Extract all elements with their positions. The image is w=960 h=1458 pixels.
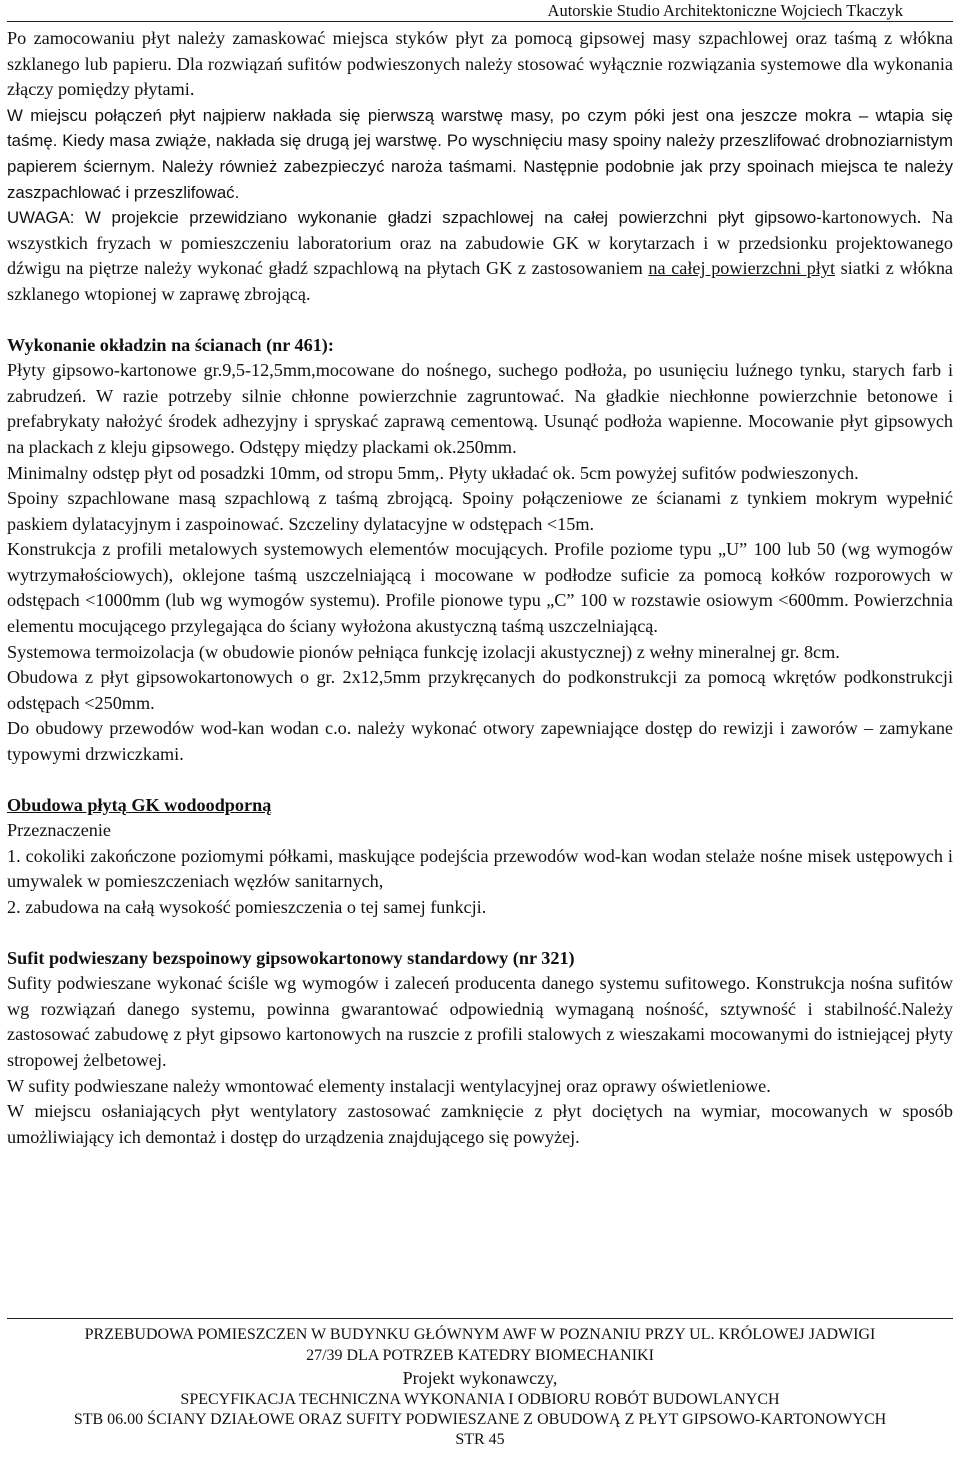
footer-project-title-cont: 27/39 DLA POTRZEB KATEDRY BIOMECHANIKI: [306, 1347, 654, 1364]
footer-project-type: Projekt wykonawczy,: [402, 1368, 558, 1388]
note-label-text: UWAGA: W projekcie przewidziano wykonanie gładzi szpachlowej na całej powierzchni płyt gipsowo-: [7, 208, 822, 228]
paragraph-cladding-3: Spoiny szpachlowane masą szpachlową z taśmą zbrojącą. Spoiny połączeniowe ze ścianami z tynkiem mokrym wypełnić paskiem dylatacyjnym i zaspoinować. Szczeliny dylatacyjne w odstępach <15m.: [7, 488, 953, 534]
header-divider: [7, 21, 953, 22]
section-heading-cladding: Wykonanie okładzin na ścianach (nr 461):: [7, 334, 334, 355]
section-heading-ceiling: Sufit podwieszany bezspoinowy gipsowokartonowy standardowy (nr 321): [7, 947, 575, 968]
section-spacer: [7, 768, 953, 793]
section-heading-gk: Obudowa płytą GK wodoodporną: [7, 794, 272, 815]
section-spacer: [7, 921, 953, 946]
document-body: [7, 26, 953, 1150]
paragraph-ceiling-1: Sufity podwieszane wykonać ściśle wg wymogów i zaleceń producenta danego systemu sufitowego. Konstrukcja nośna sufitów wg rozwiązań danego systemu, powinna gwarantować odpowiednią wymaganą nośność, sztywność i stabilność.Należy zastosować zabudowę z płyt gipsowo kartonowych na ruszcie z profili stalowych z wieszakami mocowanymi do istniejącej płyty stropowej żelbetowej.: [7, 973, 953, 1070]
paragraph-note: [7, 205, 953, 307]
page-footer: [0, 1324, 960, 1450]
note-text-a: kartonowych. Na wszystkich fryzach w pomieszczeniu laboratorium oraz na zabudowie GK w korytarzach i w przedsionku projektowanego dźwigu na piętrze należy wykonać gładź szpachlową na płytach GK z zastosowaniem: [7, 207, 953, 279]
paragraph-ceiling-2: W sufity podwieszane należy wmontować elementy instalacji wentylacyjnej oraz oprawy oświetleniowe.: [7, 1075, 771, 1096]
subheading-purpose: Przeznaczenie: [7, 820, 111, 841]
paragraph-cladding-5: Systemowa termoizolacja (w obudowie pionów pełniąca funkcję izolacji akustycznej) z wełny mineralnej gr. 8cm.: [7, 641, 840, 662]
paragraph-cladding-6: Obudowa z płyt gipsowokartonowych o gr. 2x12,5mm przykręcanych do podkonstrukcji za pomocą wkrętów podkonstrukcji odstępach <250mm.: [7, 667, 953, 713]
footer-divider: [7, 1318, 953, 1319]
paragraph-joint-procedure: W miejscu połączeń płyt najpierw nakłada się pierwszą warstwę masy, po czym póki jest ona jeszcze mokra – wtapia się taśmę. Kiedy masa zwiąże, nakłada się drugą jej warstwę. Po wyschnięciu masy spoiny należy przeszlifować drobnoziarnistym papierem ściernym. Należy również zabezpieczyć naroża taśmami. Następnie podobnie jak przy spoinach miejsca te należy zaszpachlować i przeszlifować.: [7, 105, 953, 202]
paragraph-ceiling-3: W miejscu osłaniających płyt wentylatory zastosować zamknięcie z płyt dociętych na wymiar, mocowanych w sposób umożliwiający ich demontaż i dostęp do urządzenia znajdującego się powyżej.: [7, 1101, 953, 1147]
running-header: Autorskie Studio Architektoniczne Wojciech Tkaczyk: [547, 1, 903, 20]
paragraph-cladding-4: Konstrukcja z profili metalowych systemowych elementów mocujących. Profile poziome typu „U” 100 lub 50 (wg wymogów wytrzymałościowych), oklejone taśmą uszczelniającą i mocowane w podłodze suficie za pomocą kołków rozporowych w odstępach <1000mm (lub wg wymogów systemu). Profile pionowe typu „C” 100 w rozstawie osiowym <600mm. Powierzchnia elementu mocującego przylegająca do ściany wyłożona akustyczną taśmą uszczelniającą.: [7, 539, 953, 637]
note-underlined-text: na całej powierzchni płyt: [648, 258, 836, 279]
footer-section-code: STB 06.00 ŚCIANY DZIAŁOWE ORAZ SUFITY PODWIESZANE Z OBUDOWĄ Z PŁYT GIPSOWO-KARTONOWYCH: [73, 1411, 887, 1428]
paragraph-cladding-2: Minimalny odstęp płyt od posadzki 10mm, od stropu 5mm,. Płyty układać ok. 5cm powyżej sufitów podwieszonych.: [7, 462, 859, 483]
list-item-2: 2. zabudowa na całą wysokość pomieszczenia o tej samej funkcji.: [7, 897, 487, 917]
paragraph-cladding-7: Do obudowy przewodów wod-kan wodan c.o. należy wykonać otwory zapewniające dostęp do rewizji i zaworów – zamykane typowymi drzwiczkami.: [7, 718, 953, 765]
section-spacer: [7, 308, 953, 333]
paragraph-joint-masking: Po zamocowaniu płyt należy zamaskować miejsca styków płyt za pomocą gipsowej masy szpachlowej oraz taśmą z włókna szklanego lub papieru. Dla rozwiązań sufitów podwieszonych należy stosować wyłącznie rozwiązania systemowe dla wykonania złączy pomiędzy płytami.: [7, 28, 953, 100]
list-item-1: 1. cokoliki zakończone poziomymi półkami, maskujące podejścia przewodów wod-kan wodan stelaże nośne misek ustępowych i umywalek w pomieszczeniach węzłów sanitarnych,: [7, 845, 953, 892]
footer-page-number: STR 45: [455, 1431, 505, 1448]
footer-project-title: PRZEBUDOWA POMIESZCZEN W BUDYNKU GŁÓWNYM AWF W POZNANIU PRZY UL. KRÓLOWEJ JADWIGI: [84, 1326, 876, 1343]
note-text-b: siatki z włókna szklanego wtopionej w zaprawę zbrojącą.: [7, 258, 953, 304]
paragraph-cladding-1: Płyty gipsowo-kartonowe gr.9,5-12,5mm,mocowane do nośnego, suchego podłoża, po usunięciu luźnego tynku, starych farb i zabrudzeń. W razie potrzeby silnie chłonne powierzchnie zagruntować. Na gładkie niechłonne powierzchnie betonowe i prefabrykaty nałożyć środek adhezyjny i spryskać zaprawą cementową. Usunąć podłoża wapienne. Mocowanie płyt gipsowych na plackach z kleju gipsowego. Odstępy między plackami ok.250mm.: [7, 360, 953, 457]
footer-spec-title: SPECYFIKACJA TECHNICZNA WYKONANIA I ODBIORU ROBÓT BUDOWLANYCH: [180, 1391, 780, 1408]
